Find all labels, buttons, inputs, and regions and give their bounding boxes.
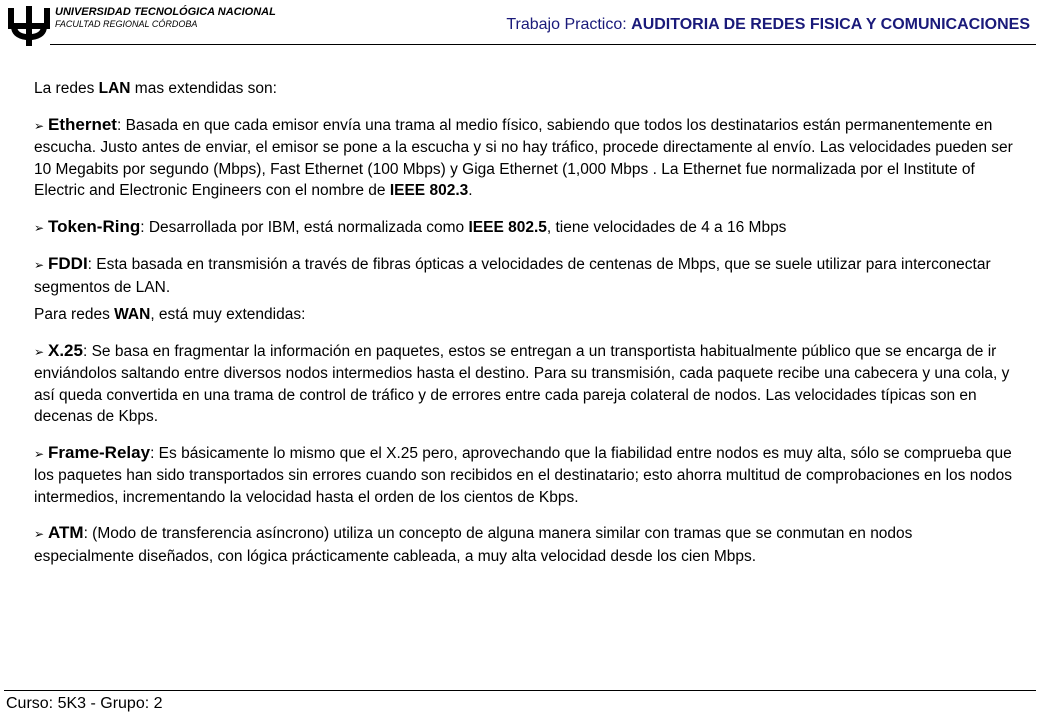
faculty-name: FACULTAD REGIONAL CÓRDOBA [55,19,198,29]
university-name: UNIVERSIDAD TECNOLÓGICA NACIONAL [55,6,276,18]
x25-term: X.25 [48,340,83,360]
utn-logo [8,6,50,46]
token-ring-term: Token-Ring [48,216,141,236]
arrowhead-bullet-icon: ➢ [34,118,45,133]
document-body [34,78,1014,581]
footer-course: Curso: 5K3 - Grupo: 2 [6,695,163,712]
arrowhead-bullet-icon: ➢ [34,344,45,359]
token-ring-item: ➢ Token-Ring: Desarrollada por IBM, está normalizada como IEEE 802.5, tiene velocidades de 4 a 16 Mbps [34,216,1014,240]
x25-item: ➢ X.25: Se basa en fragmentar la información en paquetes, estos se entregan a un transportista habitualmente público que se encarga de ir enviándolos saltando entre diversos nodos intermedios hasta el destino. Para su transmisión, cada paquete recibe una cabecera y una cola, y así queda convertida en una trama de control de tráfico y de errores entre cada pareja colateral de nodos. Las velocidades típicas son en decenas de Kbps. [34,340,1010,425]
lan-intro: La redes LAN mas extendidas son: [34,80,277,97]
title-main: AUDITORIA DE REDES FISICA Y COMUNICACIONES [631,16,1030,33]
fddi-item: ➢ FDDI: Esta basada en transmisión a través de fibras ópticas a velocidades de centenas de Mbps, que se suele utilizar para interconectar segmentos de LAN. [34,254,991,296]
arrowhead-bullet-icon: ➢ [34,527,45,541]
fddi-term: FDDI [48,254,88,273]
arrowhead-bullet-icon: ➢ [34,446,45,461]
footer-divider [4,690,1036,691]
wan-intro: Para redes WAN, está muy extendidas: [34,306,306,323]
frame-relay-item: ➢ Frame-Relay: Es básicamente lo mismo que el X.25 pero, aprovechando que la fiabilidad entre nodos es muy alta, sólo se comprueba que los paquetes han sido transportados sin errores cuando son recibidos en el destinatario; esto ahorra multitud de comprobaciones en los nodos intermedios, incrementando la velocidad hasta el orden de los cientos de Kbps. [34,442,1012,506]
ethernet-term: Ethernet [48,114,117,134]
arrowhead-bullet-icon: ➢ [34,220,45,235]
ethernet-item: ➢ Ethernet: Basada en que cada emisor envía una trama al medio físico, sabiendo que todos los destinatarios están permanentemente en escucha. Justo antes de enviar, el emisor se pone a la escucha y si no hay tráfico, procede directamente al envío. Las velocidades pueden ser 10 Megabits por segundo (Mbps), Fast Ethernet (100 Mbps) y Giga Ethernet (1,000 Mbps . La Ethernet fue normalizada por el Institute of Electric and Electronic Engineers con el nombre de IEEE 802.3. [34,114,1013,199]
page-title [506,16,1030,34]
atm-item: ➢ ATM: (Modo de transferencia asíncrono) utiliza un concepto de alguna manera similar con tramas que se conmutan en nodos especialmente diseñados, con lógica prácticamente cableada, a muy alta velocidad desde los cien Mbps. [34,523,913,565]
frame-relay-term: Frame-Relay [48,442,151,462]
arrowhead-bullet-icon: ➢ [34,258,45,272]
atm-term: ATM [48,523,84,542]
title-prefix: Trabajo Practico: [506,16,627,33]
header-divider [50,44,1036,45]
